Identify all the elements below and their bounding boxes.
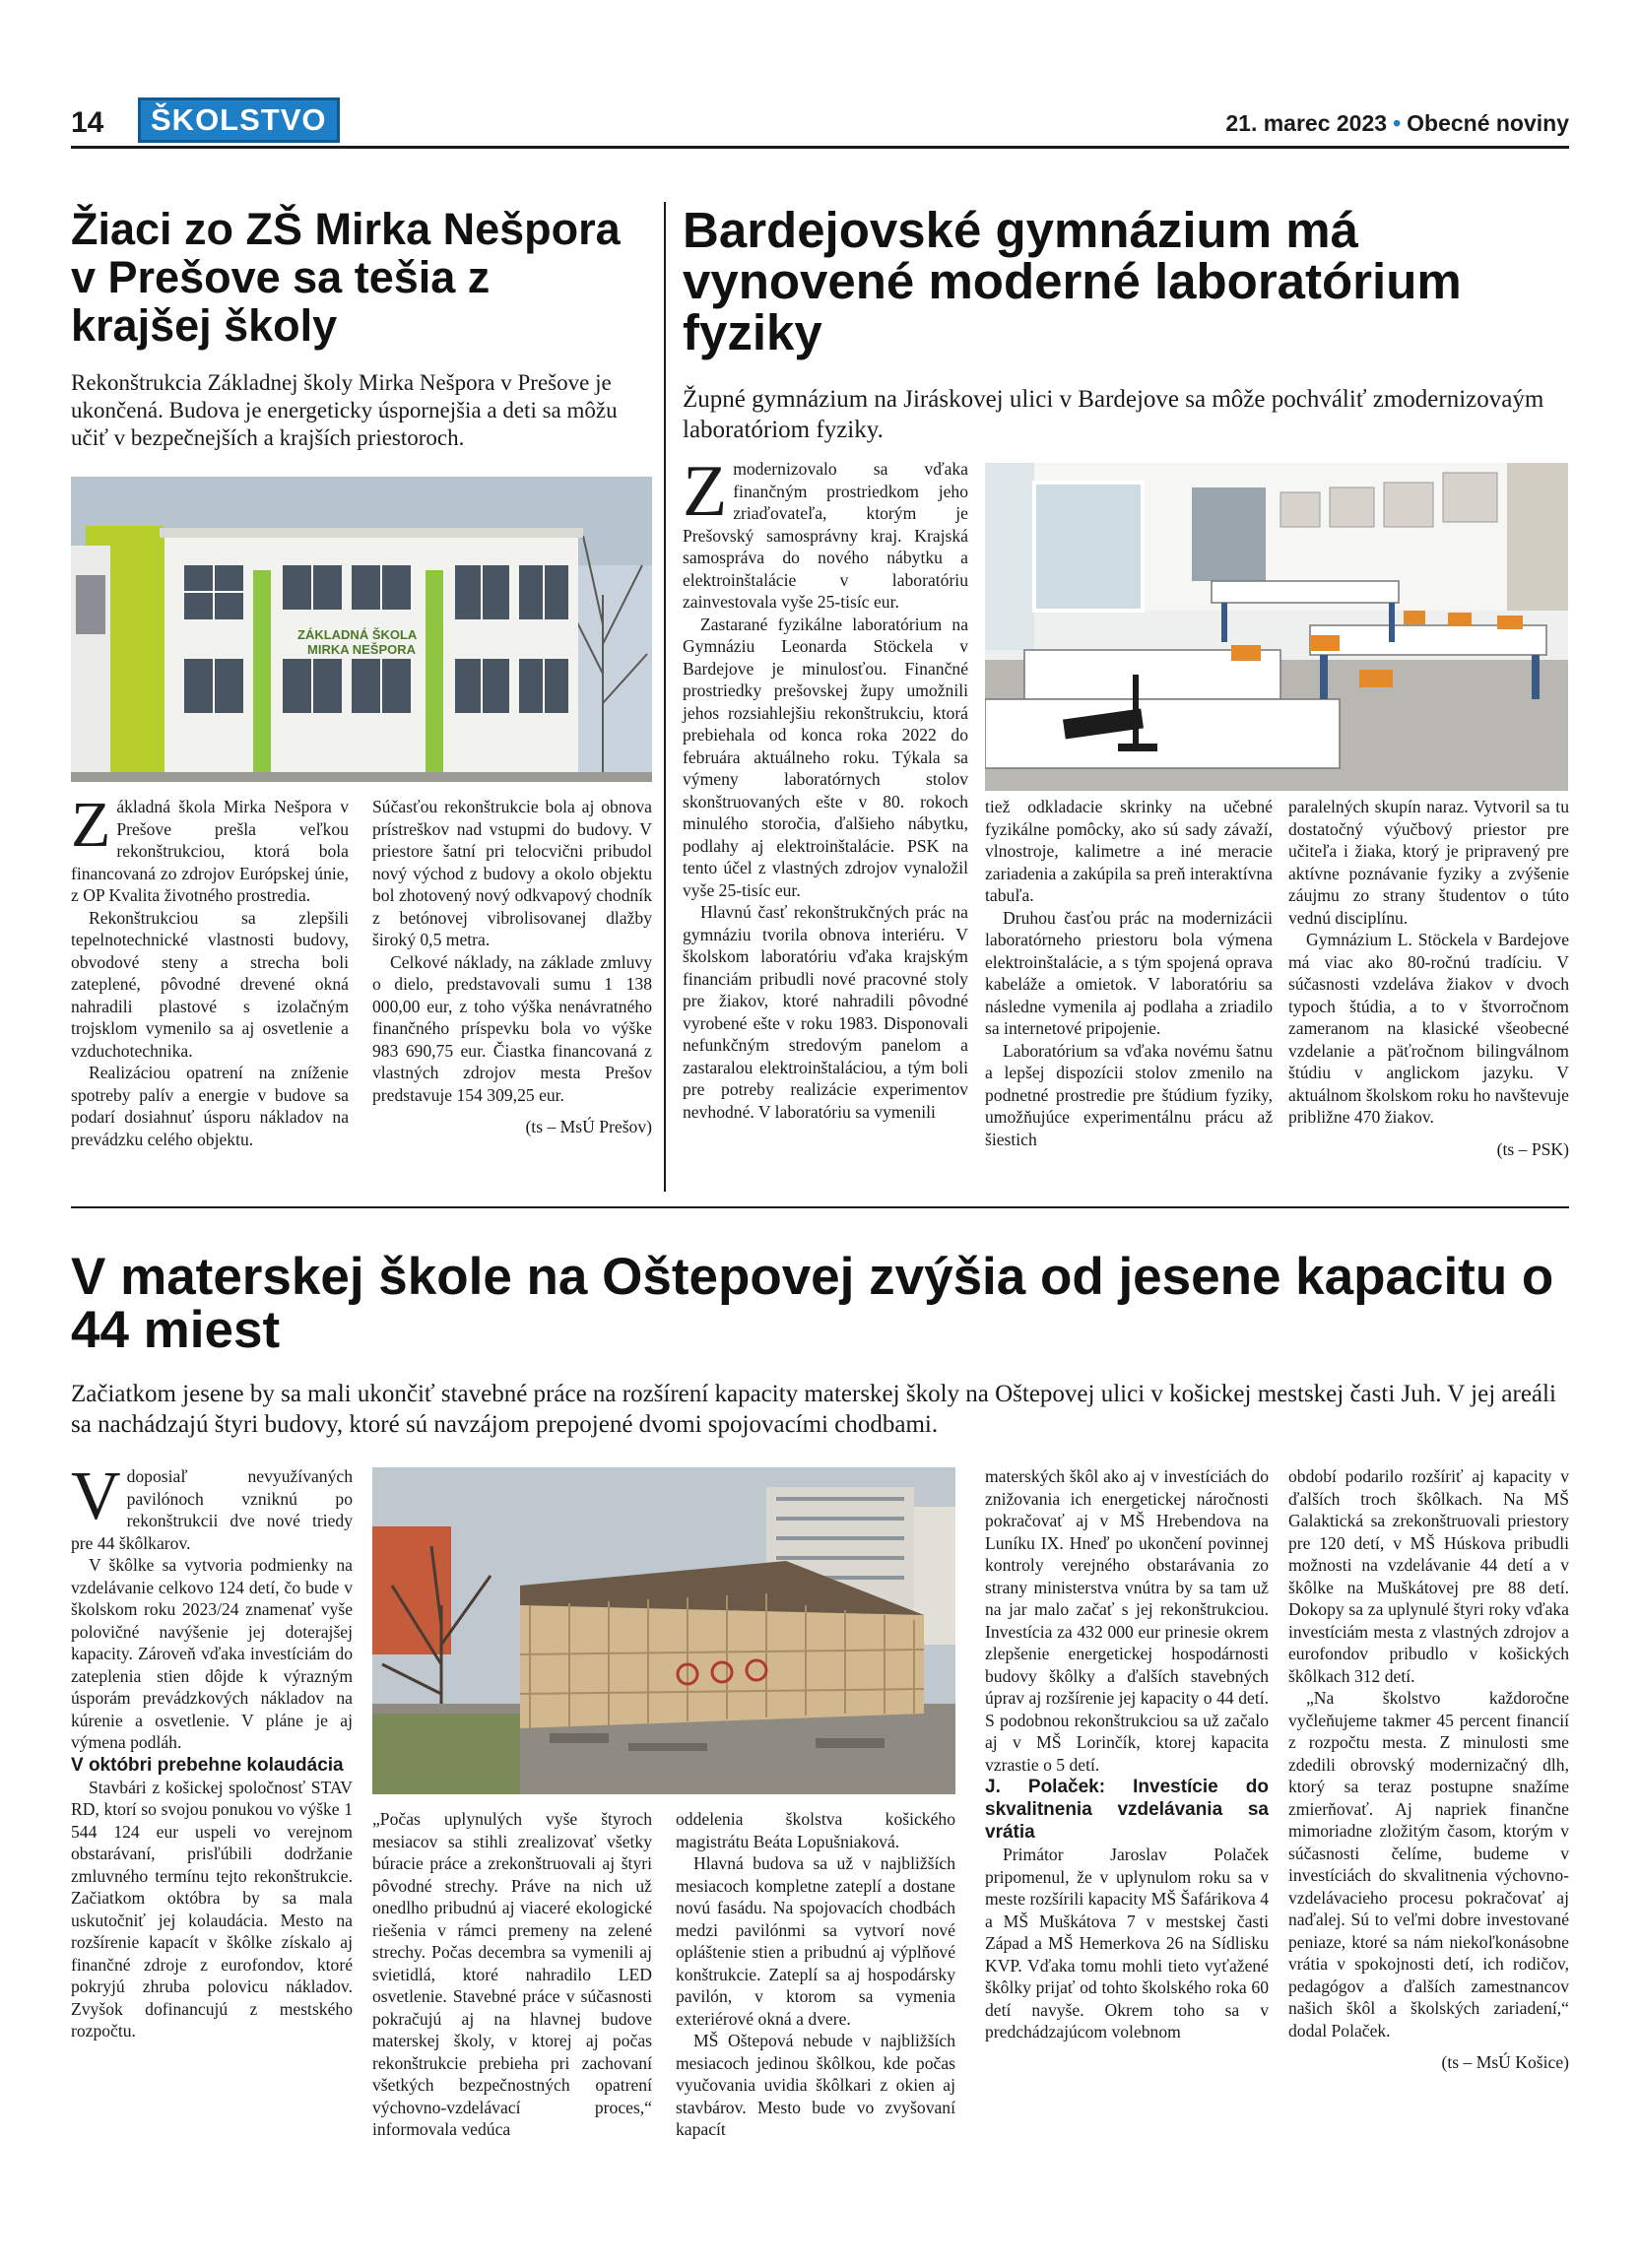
article3-title: V materskej škole na Oštepovej zvýšia od jesene kapacitu o 44 miest xyxy=(71,1248,1554,1359)
paragraph: Rekonštrukciou sa zlepšili tepelnotechnické vlastnosti budovy, obvodové steny a strecha boli zateplené, pôvodné drevené okná nahradili plastové s izolačným trojsklom vymenilo sa aj osvetlenie a vzduchotechnika. xyxy=(71,907,349,1061)
paragraph: Celkové náklady, na základe zmluvy o dielo, predstavovali sumu 1 138 000,00 eur, z toho výška nenávratného finančného príspevku bola vo výške 983 690,75 eur. Čiastka financovaná z vlastných zdrojov mesta Prešov predstavuje 154 309,25 eur. xyxy=(372,951,652,1105)
paragraph: materských škôl ako aj v investíciách do znižovania ich energetickej náročnosti pokračovať aj v MŠ Hrebendova na Luníku IX. Hneď po ukončení povinnej kontroly verejného obstarávania zo strany ministerstva vnútra by sa tam už na jar malo začať s jej rekonštrukciou. Investícia za 432 000 eur prinesie okrem zlepšenie energetickej hospodárnosti budovy škôlky a ďalších stavebných úprav aj rozšírenie jej kapacity o 44 detí. S podobnou rekonštrukciou sa už začalo aj v MŠ Lorinčík, ktorej kapacita vzrastie o 5 detí. xyxy=(985,1466,1269,1775)
paragraph: období podarilo rozšíriť aj kapacity v ďalších troch škôlkach. Na MŠ Galaktická sa zrekonštruovali priestory pre 120 detí, v MŠ Húskova pribudli možnosti na vzdelávanie 44 detí a v škôlke na Muškátovej pre 88 detí. Dokopy sa za uplynulé štyri roky vďaka investíciám mesta z vlastných zdrojov a eurofondov pribudlo v košických škôlkach 312 detí. xyxy=(1288,1466,1569,1686)
column-divider xyxy=(664,202,666,1192)
dropcap: Z xyxy=(683,451,728,532)
dropcap: V xyxy=(71,1458,121,1534)
article3-signature: (ts – MsÚ Košice) xyxy=(1441,2052,1569,2072)
paragraph: ákladná škola Mirka Nešpora v Prešove prešla veľkou rekonštrukciou, ktorá bola financovaná zo zdrojov Európskej únie, z OP Kvalita životného prostredia. xyxy=(71,797,349,905)
paragraph: doposiaľ nevyužívaných pavilónoch vzniknú po rekonštrukcii dve nové triedy pre 44 škôlkarov. xyxy=(71,1466,353,1553)
article1-signature: (ts – MsÚ Prešov) xyxy=(525,1117,652,1136)
dropcap: Z xyxy=(71,789,111,861)
paragraph: Stavbári z košickej spoločnosť STAV RD, ktorí so svojou ponukou vo výške 1 544 124 eur uspeli vo verejnom obstarávaní, prisľúbili dodržanie zmluvného termínu tejto rekonštrukcie. Začiatkom októbra by sa mala uskutočniť jej kolaudácia. Mesto na rozšírenie kapacít v škôlke získalo aj finančné zdroje z eurofondov, ktoré pokryjú zhruba polovicu nákladov. Zvyšok dofinancujú z mestského rozpočtu. xyxy=(71,1777,353,2041)
svg-text:ZÁKLADNÁ ŠKOLA: ZÁKLADNÁ ŠKOLA xyxy=(297,627,418,642)
svg-text:MIRKA NEŠPORA: MIRKA NEŠPORA xyxy=(307,642,417,657)
paragraph: tiež odkladacie skrinky na učebné fyzikálne pomôcky, ako sú sady závaží, vlnostroje, kalimetre a iné meracie zariadenia a zakúpila sa preň interaktívna tabuľa. xyxy=(985,797,1273,905)
paragraph: Zastarané fyzikálne laboratórium na Gymnáziu Leonarda Stöckela v Bardejove je minulosťou. Finančné prostriedky prešovskej župy umožnili jehos rozsiahlejšiu rekonštrukciu, ktorá prebiehala od konca roka 2022 do februára aktuálneho roku. Týkala sa výmeny laboratórnych stolov skonštruovaných ešte v 80. rokoch minulého storočia, ďalšieho nábytku, podlahy aj elektroinštalácie. PSK na tento účel z vlastných zdrojov vynaložil vyše 25-tisíc eur. xyxy=(683,614,968,900)
paragraph: Primátor Jaroslav Polaček pripomenul, že v uplynulom roku sa v meste rozšírili kapacity MŠ Šafárikova 4 a MŠ Muškátova 7 v mestskej časti Západ a MŠ Hemerkova 26 na Sídlisku KVP. Vďaka tomu mohli tieto vyťažené škôlky prijať od tohto školského roka 60 detí navyše. Okrem toho sa v predchádzajúcom volebnom xyxy=(985,1845,1269,2041)
article-divider xyxy=(71,1206,1569,1208)
paragraph: Laboratórium sa vďaka novému šatnu a lepšej dispozícii stolov zmenilo na podnetné prostredie pre štúdium fyziky, umožňujúce experimentálnu prácu až šiestich xyxy=(985,1040,1273,1149)
article1-column-1 xyxy=(71,789,349,1150)
article2-column-3 xyxy=(1288,796,1569,1160)
separator: • xyxy=(1393,110,1402,136)
paragraph: Realizáciou opatrení na zníženie spotreby palív a energie v budove sa podarí dosiahnuť úsporu nákladov na prevádzku celého objektu. xyxy=(71,1063,349,1149)
physics-lab-photo xyxy=(985,463,1568,791)
paragraph: oddelenia školstva košického magistrátu Beáta Lopušniaková. xyxy=(676,1809,955,1851)
paragraph: „Počas uplynulých vyše štyroch mesiacov sa stihli zrealizovať všetky búracie práce a zrekonštruovali aj štyri pôvodné strechy. Práve na nich už onedlho pribudnú aj viaceré ekologické riešenia v rámci premeny na zelené strechy. Počas decembra sa vymenili aj svietidlá, ktoré nahradilo LED osvetlenie. Stavebné práce v súčasnosti pokračujú aj na hlavnej budove materskej školy, v ktorej aj počas rekonštrukcie prebieha pri zachovaní všetkých bezpečnostných opatrení výchovno-vzdelávací proces,“ informovala vedúca xyxy=(372,1809,652,2139)
issue-info xyxy=(1225,110,1569,137)
kindergarten-construction-photo xyxy=(372,1467,955,1794)
article2-column-1 xyxy=(683,451,968,1123)
header-rule xyxy=(71,146,1569,149)
paragraph: paralelných skupín naraz. Vytvoril sa tu dostatočný výučbový priestor pre učiteľa i žiaka, ktorý je pripravený pre aktívne poznávanie fyziky a zvýšenie záujmu zo strany študentov o túto vednú disciplínu. xyxy=(1288,797,1569,928)
paragraph: Hlavnú časť rekonštrukčných prác na gymnáziu tvorila obnova interiéru. V školskom laboratóriu vďaka krajským financiám pribudli nové pracovné stoly pre žiakov, ktoré nahradili pôvodné vyrobené ešte v roku 1983. Disponovali nefunkčným stredovým panelom a zastaralou elektroinštaláciou, a tým boli pre potreby realizácie experimentov nevhodné. V laboratóriu sa vymenili xyxy=(683,902,968,1122)
article3-lead: Začiatkom jesene by sa mali ukončiť stavebné práce na rozšírení kapacity materskej školy na Oštepovej ulici v košickej mestskej časti Juh. V jej areáli sa nachádzajú štyri budovy, ktoré sú navzájom prepojené dvomi spojovacími chodbami. xyxy=(71,1381,1556,1438)
article1-column-2 xyxy=(372,796,652,1138)
paragraph: Hlavná budova sa už v najbližších mesiacoch kompletne zateplí a dostane novú fasádu. Na spojovacích chodbách medzi pavilónmi sa vytvorí nové opláštenie stien a pribudnú aj výplňové konštrukcie. Zateplí sa aj hospodársky pavilón, v ktorom sa vymenia exteriérové okná a dvere. xyxy=(676,1853,955,2029)
article1-title: Žiaci zo ZŠ Mirka Nešpora v Prešove sa tešia z krajšej školy xyxy=(71,204,621,351)
page-number: 14 xyxy=(71,106,104,139)
paragraph: V škôlke sa vytvoria podmienky na vzdelávanie celkovo 124 detí, čo bude v školskom roku 2023/24 znamenať vyše polovičné navýšenie jej doterajšej kapacity. Zároveň vďaka investíciám do zateplenia stien dôjde k výrazným úsporám prevádzkových nákladov na kúrenie a osvetlenie. V pláne je aj výmena podláh. xyxy=(71,1555,353,1752)
paragraph: Gymnázium L. Stöckela v Bardejove má viac ako 80-ročnú tradíciu. V súčasnosti vzdeláva žiakov v dvoch typoch štúdia, a to v štvorročnom zameranom na klasické všeobecné vzdelanie a päťročnom bilingválnom štúdiu v anglickom jazyku. V aktuálnom školskom roku ho navštevuje približne 470 žiakov. xyxy=(1288,930,1569,1127)
school-building-photo xyxy=(71,477,652,782)
subheading: V októbri prebehne kolaudácia xyxy=(71,1754,344,1776)
section-label: ŠKOLSTVO xyxy=(141,100,337,140)
article2-lead: Župné gymnázium na Jiráskovej ulici v Bardejove sa môže pochváliť zmodernizovaým laboratóriom fyziky. xyxy=(683,386,1544,443)
article3-column-4 xyxy=(985,1465,1269,2043)
article3-column-1 xyxy=(71,1458,353,2042)
article3-column-2 xyxy=(372,1808,652,2141)
issue-date: 21. marec 2023 xyxy=(1225,110,1388,136)
article1-lead: Rekonštrukcia Základnej školy Mirka Nešpora v Prešove je ukončená. Budova je energeticky úspornejšia a deti sa môžu učiť v bezpečnejších a krajších priestoroch. xyxy=(71,370,618,450)
paragraph: „Na školstvo každoročne vyčleňujeme takmer 45 percent financií z rozpočtu mesta. Z minulosti sme zdedili obrovský modernizačný dlh, ktorý sa teraz postupne snažíme zmierňovať. Aj napriek finančne mimoriadne zložitým časom, ktorým v súčasnosti čelíme, budeme v investíciách do skvalitnenia výchovno-vzdelávacieho procesu pokračovať aj naďalej. Sú to veľmi dobre investované peniaze, ktoré sa nám niekoľkonásobne vrátia v spokojnosti detí, ich rodičov, pedagógov a ďalších zamestnancov našich škôl a školských zariadení,“ dodal Polaček. xyxy=(1288,1688,1569,2041)
article2-title: Bardejovské gymnázium má vynovené moderné laboratórium fyziky xyxy=(683,202,1462,360)
paragraph: MŠ Oštepová nebude v najbližších mesiacoch jedinou škôlkou, kde počas vyučovania uvidia škôlkari z okien aj stavbárov. Mesto bude vo zvyšovaní kapacít xyxy=(676,2031,955,2139)
article2-column-2 xyxy=(985,796,1273,1150)
publication-name: Obecné noviny xyxy=(1407,110,1569,136)
paragraph: Druhou časťou prác na modernizácii laboratórneho priestoru bola výmena elektroinštalácie, a s tým spojená oprava kabeláže a omietok. V laboratóriu sa následne vymenila aj podlaha a zriadilo sa internetové pripojenie. xyxy=(985,907,1273,1038)
article3-column-3 xyxy=(676,1808,955,2141)
paragraph: modernizovalo sa vďaka finančným prostriedkom jeho zriaďovateľa, ktorým je Prešovský samosprávny kraj. Krajská samospráva do nového nábytku a elektroinštalácie v laboratóriu zainvestovala vyše 25-tisíc eur. xyxy=(683,459,968,612)
article3-column-5 xyxy=(1288,1465,1569,2074)
subheading: J. Polaček: Investície do skvalitnenia vzdelávania sa vrátia xyxy=(985,1777,1269,1843)
article2-signature: (ts – PSK) xyxy=(1496,1138,1569,1159)
paragraph: Súčasťou rekonštrukcie bola aj obnova prístreškov nad vstupmi do budovy. V priestore šatní pri telocvični pribudol nový východ z budovy a okolo objektu bol zhotovený nový odkvapový chodník z betónovej vibrolisovanej dlažby široký 0,5 metra. xyxy=(372,797,652,949)
